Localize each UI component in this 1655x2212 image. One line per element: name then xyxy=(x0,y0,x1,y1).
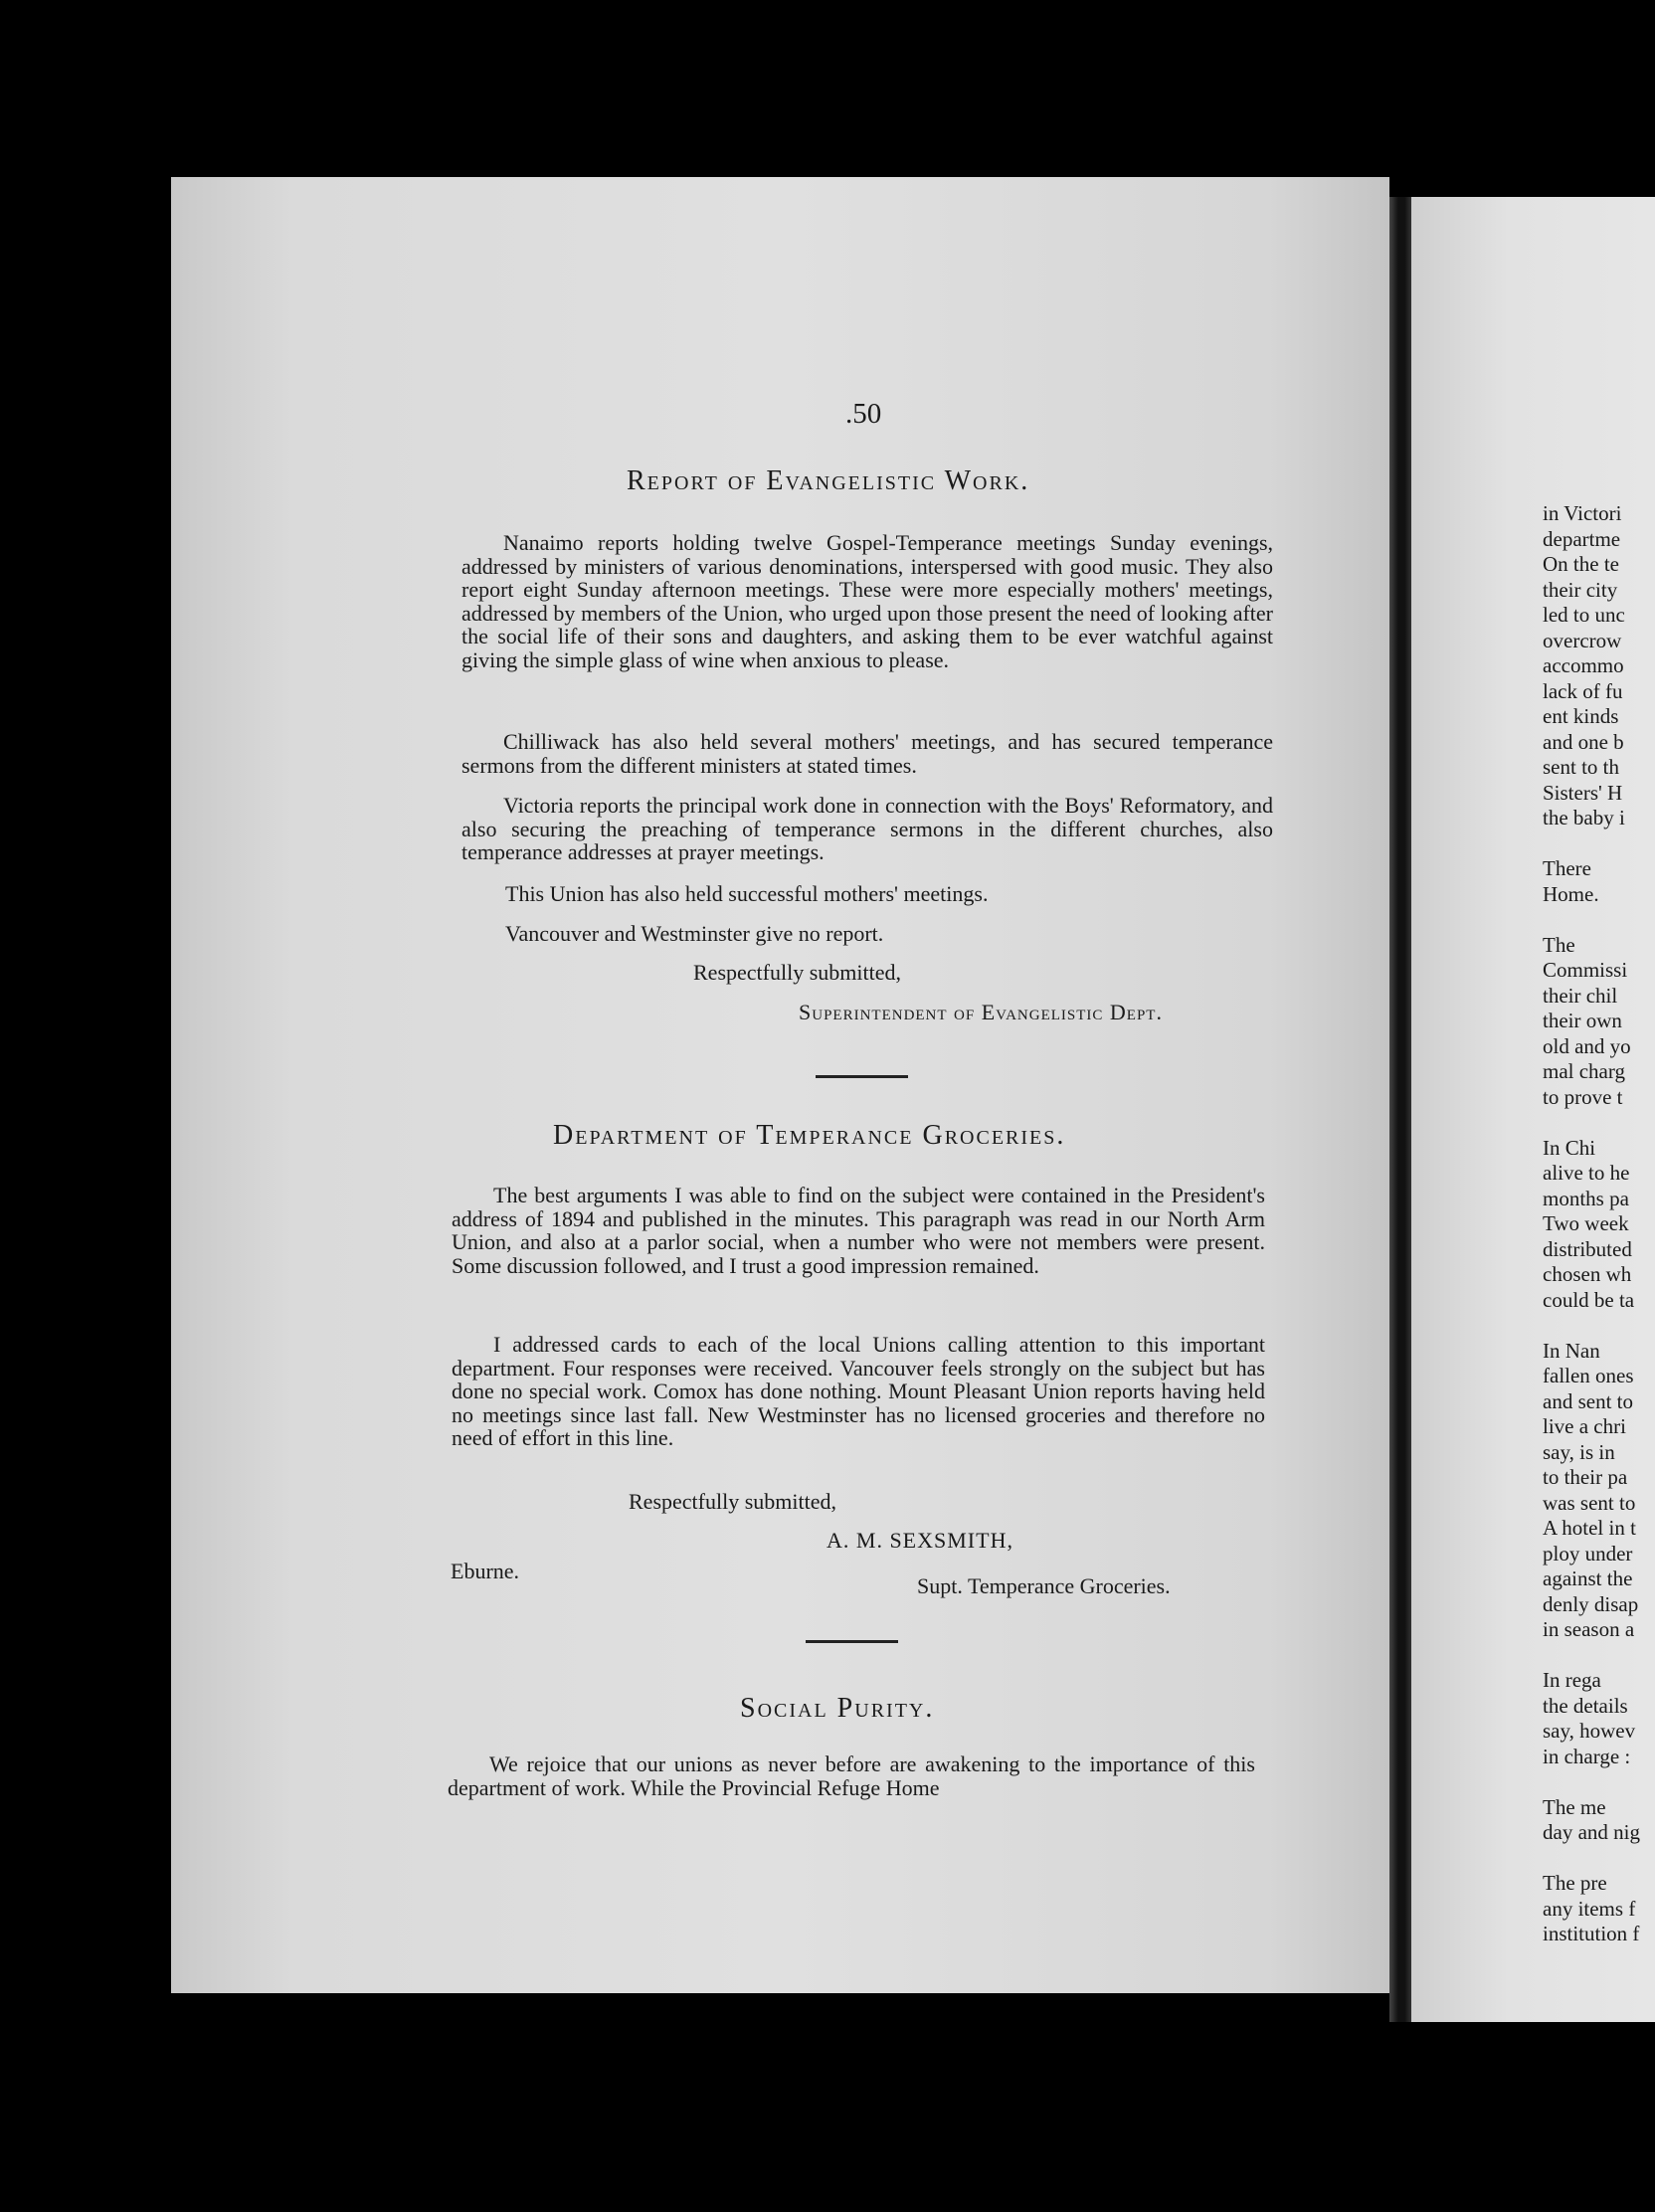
facing-page-line: fallen ones xyxy=(1543,1364,1634,1387)
signer-name: A. M. SEXSMITH, xyxy=(827,1528,1013,1553)
facing-page-line: and one b xyxy=(1543,729,1624,754)
facing-page-line xyxy=(1543,1643,1655,1669)
section-heading-groceries: Department of Temperance Groceries. xyxy=(553,1120,1066,1151)
paragraph-purity: We rejoice that our unions as never before are awakening to the importance of this department of work. While the Provincial Refuge Home xyxy=(448,1751,1255,1800)
facing-page-line xyxy=(1543,1846,1655,1872)
facing-page-line: say, is in xyxy=(1543,1439,1615,1464)
facing-page-line: in Victori xyxy=(1543,501,1622,525)
facing-page-line: months pa xyxy=(1543,1186,1629,1210)
facing-page-line: distributed xyxy=(1543,1236,1632,1261)
facing-page-line: and sent to xyxy=(1543,1388,1633,1413)
closing-groceries: Respectfully submitted, xyxy=(629,1489,836,1514)
line-union-meetings: This Union has also held successful mothers' meetings. xyxy=(505,881,989,906)
facing-page-line xyxy=(1543,1313,1655,1339)
facing-page-line: say, howev xyxy=(1543,1719,1636,1743)
facing-page-line: Sisters' H xyxy=(1543,780,1623,805)
line-no-report: Vancouver and Westminster give no report. xyxy=(505,921,884,946)
facing-page-line: ploy under xyxy=(1543,1541,1633,1566)
paragraph-cards: I addressed cards to each of the local Unions calling attention to this important department. Four responses were received. Vancouver feels strongly on the subject but has done no special work. Comox has done nothing. Mount Pleasant Union reports having held no meetings since last fall. New Westminster has no licensed groceries and therefore no need of effort in this line. xyxy=(452,1332,1265,1450)
section-heading-evangelistic: Report of Evangelistic Work. xyxy=(627,465,1030,496)
paragraph-victoria: Victoria reports the principal work done in connection with the Boys' Reformatory, and also securing the preaching of temperance sermons in the different churches, also temperance addresses at prayer meetings. xyxy=(461,793,1273,864)
facing-page-line: Commissi xyxy=(1543,958,1628,982)
facing-page-line: There xyxy=(1543,856,1591,880)
facing-page-line: accommo xyxy=(1543,653,1624,677)
facing-page-line: chosen wh xyxy=(1543,1262,1632,1286)
facing-page-line: departme xyxy=(1543,526,1621,551)
document-page-right xyxy=(1411,197,1655,2022)
facing-page-text xyxy=(1543,501,1655,1947)
facing-page-line: sent to th xyxy=(1543,755,1619,779)
facing-page-line: Home. xyxy=(1543,881,1599,906)
facing-page-line xyxy=(1543,1110,1655,1136)
paragraph-arguments: The best arguments I was able to find on the subject were contained in the President's address of 1894 and published in the minutes. This paragraph was read in our North Arm Union, and also at a parlor social, when a number who were not members were present. Some discussion followed, and I trust a good impression remained. xyxy=(452,1183,1265,1278)
section-divider-2 xyxy=(806,1640,898,1643)
facing-page-line: On the te xyxy=(1543,552,1619,576)
facing-page-line: denly disap xyxy=(1543,1591,1639,1616)
page-number: .50 xyxy=(845,398,882,430)
facing-page-line: overcrow xyxy=(1543,628,1622,652)
facing-page-line: ent kinds xyxy=(1543,704,1619,728)
facing-page-line: was sent to xyxy=(1543,1490,1636,1515)
facing-page-line: the baby i xyxy=(1543,806,1625,830)
facing-page-line: In Nan xyxy=(1543,1338,1600,1363)
closing-evangelistic: Respectfully submitted, xyxy=(693,960,901,985)
facing-page-line: In Chi xyxy=(1543,1135,1596,1160)
signer-title: Supt. Temperance Groceries. xyxy=(917,1573,1171,1598)
facing-page-line: could be ta xyxy=(1543,1287,1635,1312)
facing-page-line: led to unc xyxy=(1543,603,1625,627)
facing-page-line: any items f xyxy=(1543,1896,1636,1921)
facing-page-line: the details xyxy=(1543,1693,1628,1718)
facing-page-line xyxy=(1543,907,1655,933)
signer-place: Eburne. xyxy=(451,1559,520,1583)
facing-page-line: their chil xyxy=(1543,983,1618,1008)
facing-page-line: to prove t xyxy=(1543,1084,1623,1109)
facing-page-line: The pre xyxy=(1543,1871,1607,1895)
signature-evangelistic: Superintendent of Evangelistic Dept. xyxy=(799,1000,1163,1024)
facing-page-line: their own xyxy=(1543,1009,1622,1032)
facing-page-line: in charge : xyxy=(1543,1744,1631,1768)
facing-page-line: old and yo xyxy=(1543,1033,1631,1058)
facing-page-line: live a chri xyxy=(1543,1414,1626,1438)
facing-page-line: mal charg xyxy=(1543,1059,1625,1083)
facing-page-line xyxy=(1543,1769,1655,1795)
facing-page-line: to their pa xyxy=(1543,1465,1628,1489)
facing-page-line: The xyxy=(1543,932,1575,957)
paragraph-nanaimo: Nanaimo reports holding twelve Gospel-Temperance meetings Sunday evenings, addressed by ministers of various denominations, interspersed with good music. They also report eight Sunday afternoon meetings. These were more especially mothers' meetings, addressed by members of the Union, who urged upon those present the need of looking after the social life of their sons and daughters, and asking them to be ever watchful against giving the simple glass of wine when anxious to please. xyxy=(461,530,1273,672)
facing-page-line: A hotel in t xyxy=(1543,1516,1636,1540)
facing-page-line: their city xyxy=(1543,577,1618,602)
facing-page-line: Two week xyxy=(1543,1211,1629,1235)
facing-page-line: institution f xyxy=(1543,1922,1640,1945)
facing-page-line: alive to he xyxy=(1543,1161,1630,1185)
facing-page-line: day and nig xyxy=(1543,1820,1640,1844)
paragraph-chilliwack: Chilliwack has also held several mothers' meetings, and has secured temperance sermons from the different ministers at stated times. xyxy=(461,729,1273,778)
page-gutter xyxy=(1389,197,1411,2022)
facing-page-line: lack of fu xyxy=(1543,678,1623,703)
facing-page-line: The me xyxy=(1543,1794,1606,1819)
facing-page-line: against the xyxy=(1543,1567,1633,1590)
section-heading-purity: Social Purity. xyxy=(740,1693,935,1724)
facing-page-line: In rega xyxy=(1543,1668,1601,1692)
section-divider-1 xyxy=(816,1075,908,1078)
facing-page-line: in season a xyxy=(1543,1617,1635,1641)
facing-page-line xyxy=(1543,831,1655,857)
